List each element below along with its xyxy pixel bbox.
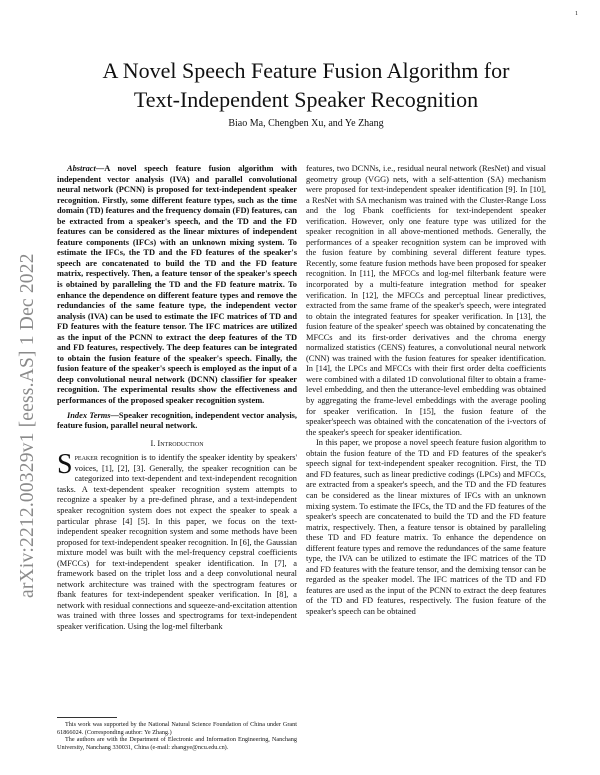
intro-lead: peaker [74,453,98,463]
left-column [57,164,297,633]
paper-title [58,56,554,114]
title-line-2: Text-Independent Speaker Recognition [133,87,479,112]
index-terms-text: —Speaker recognition, independent vector analysis, feature fusion, parallel neural network. [57,410,297,431]
page-number: 1 [575,11,578,17]
body-paragraph-1: features, two DCNNs, i.e., residual neural network (ResNet) and visual geometry group (VGG) nets, with a self-attention (SA) mechanism were proposed for text-independent speaker identification [9]. In [10], a ResNet with SA mechanism was trained with the Cluster-Range Loss and the log Fbank coefficients for text-independent speaker verification. However, only one feature type was utilized for the speaker recognition in all above-mentioned methods. Generally, the performances of a speaker recognition system can be improved with the fusion feature by combining several different feature types. Recently, some feature fusion methods have been proposed for speaker recognition. In [11], the MFCCs and log-mel filterbank feature were incorporated by a multi-feature integration method for speaker verification. In [12], the MFCCs and perceptual linear predictives, extracted from the same frame of the speaker's speech, were integrated to obtain the integrated features for speaker verification. In [13], the fusion feature of the speaker' speech was obtained by concatenating the MFCCs and its first-order derivatives and the chroma energy normalized statistics (CENS) features, a convolutional neural network (CNN) was trained with the fusion features for speaker identification. In [14], the LPCs and MFCCs with their first order delta coefficients were combined with a dilated 1D convolutional filter to obtain a frame-level embedding, and then the utterance-level embedding was obtained by aggregating the frame-level embeddings with the average pooling for speaker verification. In [15], the fusion feature of the speaker'speech was obtained with the concatenation of the i-vectors of the speaker's speech for speaker identification. [306,164,546,437]
title-line-1: A Novel Speech Feature Fusion Algorithm for [102,58,510,83]
abstract-text: —A novel speech feature fusion algorithm with independent vector analysis (IVA) and parallel convolutional neural network (PCNN) is proposed for text-independent speaker recognition. Firstly, some different feature types, such as the time domain (TD) features and the frequency domain (FD) features, can be extracted from a speaker's speech, and the TD and the FD features can be considered as the linear mixtures of independent feature components (IFCs) with an unknown mixing system. To estimate the IFCs, the TD and the FD features of the speaker's speech are concatenated to build the TD and the FD feature matrix, respectively. Then, a feature tensor of the speaker's speech is obtained by paralleling the TD and the FD feature matrix. To enhance the dependence on different feature types and remove the redundancies of the same feature type, the independent vector analysis (IVA) can be used to estimate the IFC matrices of TD and FD features with the feature tensor. The IFC matrices are utilized as the input of the PCNN to extract the deep features of the TD and FD features, respectively. The deep features can be integrated to obtain the fusion feature of the speaker's speech. Finally, the fusion feature of the speaker's speech is employed as the input of a deep convolutional neural network (DCNN) classifier for speaker recognition. The experimental results show the effectiveness and performances of the proposed speaker recognition system. [57,164,297,406]
index-terms-label: Index Terms [67,410,111,420]
footnote [57,717,297,751]
abstract [57,164,297,407]
abstract-label: Abstract [67,164,96,173]
intro-paragraph [57,449,298,632]
index-terms [57,411,297,432]
footnote-affiliation: The authors are with the Department of Electronic and Information Engineering, Nanchang University, Nanchang 330031, China (e-mail: zhangye@ncu.edu.cn). [57,736,297,751]
author-list: Biao Ma, Chengben Xu, and Ye Zhang [228,118,384,129]
body-paragraph-2: In this paper, we propose a novel speech feature fusion algorithm to obtain the fusion feature of the TD and FD features of the speaker's speech signal for text-independent speaker recognition. First, the TD and FD features, such as linear predictive codings (LPCs) and MFCCs, are extracted from a speaker's speech, and the TD and the FD features can be considered as the linear mixtures of IFCs with an unknown mixing system. To estimate the IFCs, the TD and the FD features of the speaker's speech are concatenated to build the TD and the FD feature matrix, respectively. Then, a feature tensor is obtained by paralleling these TD and FD feature matrix. To enhance the dependence on different feature types and remove the redundances of the same feature type, the IVA can be utilized to estimate the IFC matrices of the TD and FD features with the feature tensor, and the demixing tensor can be regarded as the speaker model. The IFC matrices of the TD and FD features are used as the input of the PCNN to extract the deep features of the TD and FD features, respectively. The fusion feature of the speaker's speech can be obtained [306,438,546,616]
right-column [306,164,546,618]
intro-text: recognition is to identify the speaker identity by speakers' voices, [1], [2], [3]. Generally, the speaker recognition can be categorized into text-dependent and text-independent recognition tasks. A text-dependent speaker recognition system attempts to recognize a speaker by a pre-defined phrase, and a text-independent speaker recognition system does not expect the speaker to speak a particular phrase [4] [5]. In this paper, we focus on the text-independent speaker recognition system and some methods have been proposed for text-independent speaker recognition. In [6], the Gaussian mixture model was built with the mel-frequency cepstral coefficients (MFCCs) for text-independent speaker identification. In [7], a framework based on the triplet loss and a deep convolutional neural network architecture was trained with the spectrogram features or fbank features for text-independent speaker verification. In [8], a network with residual connections and squeeze-and-excitation attention was trained with three losses and spectrograms for text-independent speaker verification. Using the log-mel filterbank [57,453,298,631]
footnote-rule [57,717,117,718]
footnote-funding: This work was supported by the National Natural Science Foundation of China under Grant 61866024. (Corresponding author: Ye Zhang.) [57,721,297,736]
section-heading: I. Introduction [150,438,204,448]
arxiv-stamp: arXiv:2212.00329v1 [eess.AS] 1 Dec 2022 [17,253,38,598]
intro-dropcap: S [57,449,73,481]
